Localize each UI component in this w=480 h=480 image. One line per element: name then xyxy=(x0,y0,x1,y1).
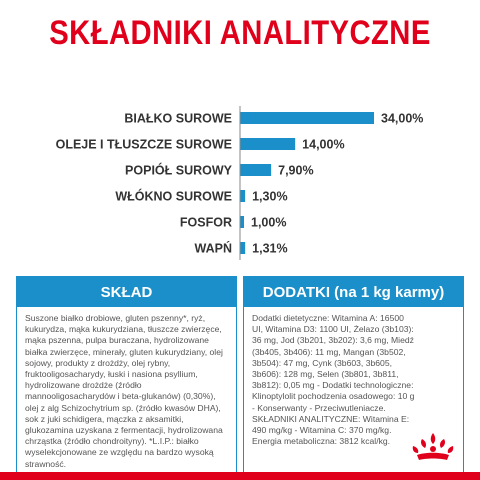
value-label: 7,90% xyxy=(278,163,314,178)
bar xyxy=(240,216,244,228)
bar xyxy=(240,112,374,124)
page-title: SKŁADNIKI ANALITYCZNE xyxy=(49,14,431,52)
bar xyxy=(240,190,245,202)
category-label: WAPŃ xyxy=(194,241,232,256)
value-label: 14,00% xyxy=(302,137,345,152)
bar xyxy=(240,242,245,254)
bar xyxy=(240,138,295,150)
value-label: 1,31% xyxy=(252,241,288,256)
category-label: WŁÓKNO SUROWE xyxy=(115,189,232,204)
sklad-text: Suszone białko drobiowe, gluten pszenny*, ryż, kukurydza, mąka kukurydziana, tłuszcze zwierzęce, mąka pszenna, pulpa buraczana, hydrolizowane białka zwierzęce, minerały, gluten kukurydziany, olej sojowy, produkty z drożdży, olej rybny, fruktooligosacharydy, łuski i nasiona psyllium, hydrolizowane drożdże (źródło mannooligosacharydów i beta-glukanów) (0,30%), olej z alg Schizochytrium sp. (źródło kwasów DHA), sok z juki schidigera, mączka z aksamitki, glukozamina uzyskana z fermentacji, hydrolizowana chrząstka (źródło chondroityny). *L.I.P.: białko wyselekcjonowane ze względu na bardzo wysoką strawność. xyxy=(25,313,223,469)
category-label: POPIÓŁ SUROWY xyxy=(125,163,232,178)
bottom-accent-bar xyxy=(0,472,480,480)
value-label: 34,00% xyxy=(381,111,424,126)
category-label: FOSFOR xyxy=(179,215,232,230)
category-label: BIAŁKO SUROWE xyxy=(124,111,232,126)
sklad-heading: SKŁAD xyxy=(17,277,236,307)
royal-canin-logo-icon xyxy=(403,431,463,467)
dodatki-heading: DODATKI (na 1 kg karmy) xyxy=(244,277,463,307)
bar xyxy=(240,164,271,176)
value-label: 1,00% xyxy=(251,215,287,230)
dodatki-text: Dodatki dietetyczne: Witamina A: 16500 UI, Witamina D3: 1100 UI, Żelazo (3b103): 36 mg, Jod (3b201, 3b202): 3,6 mg, Miedź (3b405, 3b406): 11 mg, Mangan (3b502, 3b504): 47 mg, Cynk (3b603, 3b605, 3b606): 128 mg, Selen (3b801, 3b811, 3b812): 0,05 mg - Dodatki technologiczne: Klinoptylolit pochodzenia osadowego: 10 g - Konserwanty - Przeciwutleniacze. SKŁADNIKI ANALITYCZNE: Witamina E: 490 mg/kg - Witamina C: 370 mg/kg. Energia metaboliczna: 3812 kcal/kg. xyxy=(252,313,415,447)
category-label: OLEJE I TŁUSZCZE SUROWE xyxy=(55,137,232,152)
sklad-panel xyxy=(16,276,237,474)
value-label: 1,30% xyxy=(252,189,288,204)
